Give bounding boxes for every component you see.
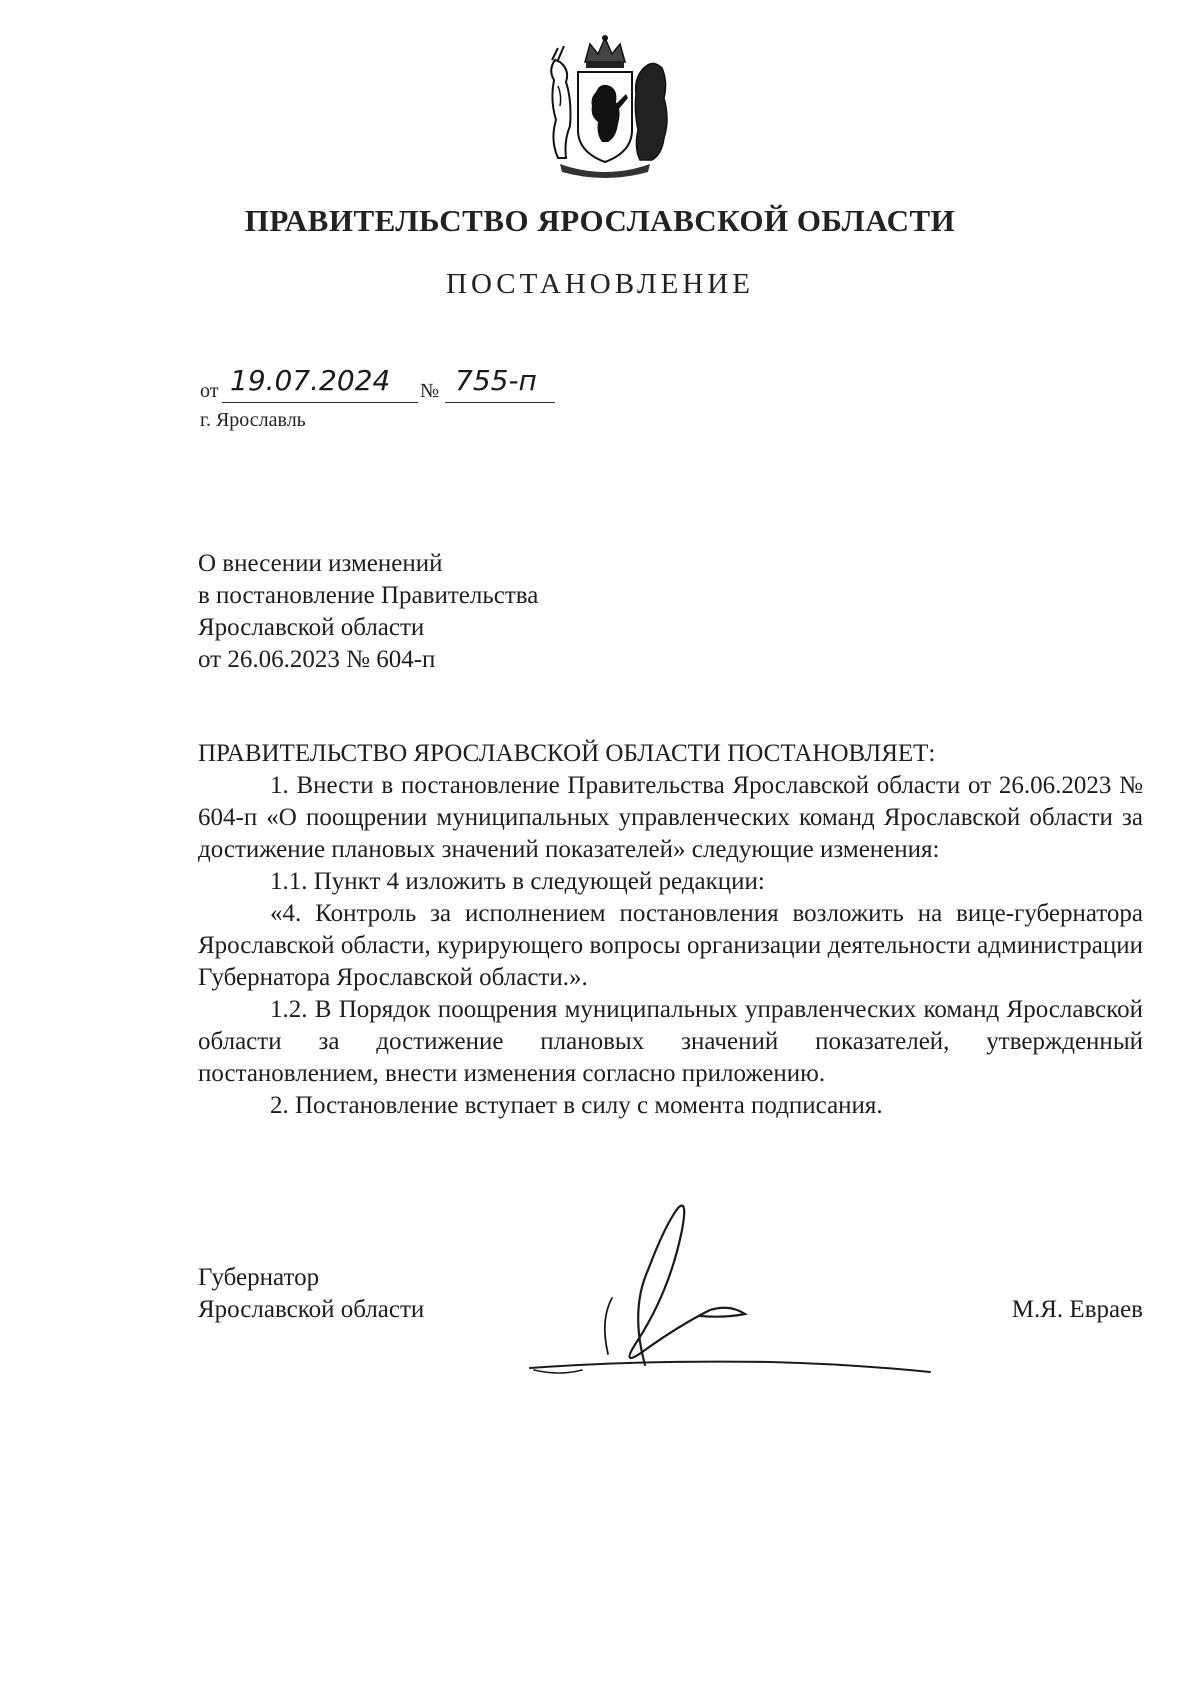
organization-title: ПРАВИТЕЛЬСТВО ЯРОСЛАВСКОЙ ОБЛАСТИ — [244, 203, 956, 238]
handwritten-signature — [520, 1190, 940, 1390]
signatory-position — [198, 1262, 424, 1326]
document-type-title: ПОСТАНОВЛЕНИЕ — [446, 268, 754, 300]
document-subject — [198, 548, 698, 676]
signatory-name: М.Я. Евраев — [1011, 1296, 1143, 1323]
number-underline — [445, 402, 555, 403]
registration-line — [200, 364, 580, 408]
subject-line: Ярославской области — [198, 614, 425, 641]
preamble: ПРАВИТЕЛЬСТВО ЯРОСЛАВСКОЙ ОБЛАСТИ ПОСТАНОВЛЯЕТ: — [198, 740, 936, 767]
paragraph: 1. Внести в постановление Правительства Ярославской области от 26.06.2023 № 604-п «О поощрении муниципальных управленческих команд Ярославской области за достижение плановых значений показателей» следующие изменения: — [198, 772, 1143, 863]
registration-number: 755-п — [455, 364, 537, 397]
yaroslavl-coat-of-arms-icon — [530, 30, 680, 180]
paragraph: «4. Контроль за исполнением постановления возложить на вице-губернатора Ярославской области, курирующего вопросы организации деятельности администрации Губернатора Ярославской области.». — [198, 900, 1143, 991]
subject-line: от 26.06.2023 № 604-п — [198, 646, 436, 673]
date-underline — [222, 402, 418, 403]
subject-line: в постановление Правительства — [198, 582, 539, 609]
subject-line: О внесении изменений — [198, 550, 443, 577]
paragraph: 1.2. В Порядок поощрения муниципальных управленческих команд Ярославской области за достижение плановых значений показателей, утвержденный постановлением, внести изменения согласно приложению. — [198, 996, 1143, 1087]
registration-date: 19.07.2024 — [230, 364, 391, 397]
position-line: Ярославской области — [198, 1296, 425, 1323]
date-prefix: от — [200, 380, 219, 402]
number-prefix: № — [420, 380, 440, 402]
document-body — [198, 738, 1143, 1122]
paragraph: 1.1. Пункт 4 изложить в следующей редакции: — [270, 868, 765, 895]
city-label: г. Ярославль — [200, 409, 306, 431]
paragraph: 2. Постановление вступает в силу с момента подписания. — [270, 1092, 883, 1119]
position-line: Губернатор — [198, 1264, 320, 1291]
